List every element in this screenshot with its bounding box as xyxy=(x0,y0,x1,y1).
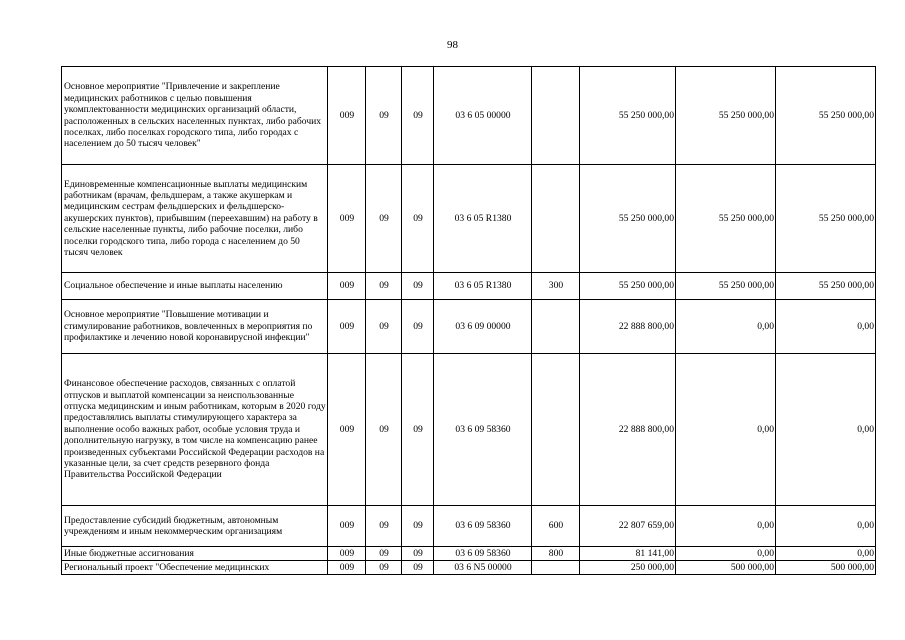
budget-table xyxy=(61,66,876,575)
grbs-code: 009 xyxy=(328,300,366,354)
expense-type-code xyxy=(532,165,580,273)
amount-year2: 55 250 000,00 xyxy=(676,273,776,300)
target-article-code: 03 6 05 R1380 xyxy=(434,165,532,273)
amount-year1: 250 000,00 xyxy=(580,561,676,575)
amount-year2: 0,00 xyxy=(676,506,776,547)
amount-year3: 55 250 000,00 xyxy=(776,165,876,273)
table-row xyxy=(62,165,876,273)
expense-type-code xyxy=(532,300,580,354)
subsection-code: 09 xyxy=(402,506,434,547)
amount-year2: 500 000,00 xyxy=(676,561,776,575)
table-row xyxy=(62,506,876,547)
amount-year1: 22 888 800,00 xyxy=(580,354,676,506)
subsection-code: 09 xyxy=(402,273,434,300)
row-name: Иные бюджетные ассигнования xyxy=(62,547,328,561)
subsection-code: 09 xyxy=(402,165,434,273)
section-code: 09 xyxy=(366,547,402,561)
target-article-code: 03 6 N5 00000 xyxy=(434,561,532,575)
expense-type-code: 600 xyxy=(532,506,580,547)
grbs-code: 009 xyxy=(328,506,366,547)
grbs-code: 009 xyxy=(328,273,366,300)
expense-type-code: 300 xyxy=(532,273,580,300)
table-body xyxy=(62,67,876,575)
subsection-code: 09 xyxy=(402,547,434,561)
row-name: Единовременные компенсационные выплаты медицинским работникам (врачам, фельдшерам, а также акушеркам и медицинским сестрам фельдшерских и фельдшерско-акушерских пунктов), прибывшим (переехавшим) на работу в сельские населенные пункты, либо рабочие поселки, либо поселки городского типа, либо города с населением до 50 тысяч человек xyxy=(62,165,328,273)
grbs-code: 009 xyxy=(328,354,366,506)
section-code: 09 xyxy=(366,300,402,354)
section-code: 09 xyxy=(366,354,402,506)
amount-year3: 55 250 000,00 xyxy=(776,273,876,300)
subsection-code: 09 xyxy=(402,561,434,575)
table-row xyxy=(62,273,876,300)
grbs-code: 009 xyxy=(328,547,366,561)
table-row xyxy=(62,354,876,506)
amount-year2: 0,00 xyxy=(676,300,776,354)
amount-year3: 500 000,00 xyxy=(776,561,876,575)
row-name: Финансовое обеспечение расходов, связанных с оплатой отпусков и выплатой компенсации за неиспользованные отпуска медицинским и иным работникам, которым в 2020 году предоставлялись выплаты стимулирующего характера за выполнение особо важных работ, особые условия труда и дополнительную нагрузку, в том числе на компенсацию ранее произведенных субъектами Российской Федерации расходов на указанные цели, за счет средств резервного фонда Правительства Российской Федерации xyxy=(62,354,328,506)
section-code: 09 xyxy=(366,67,402,165)
amount-year1: 55 250 000,00 xyxy=(580,165,676,273)
table-row xyxy=(62,300,876,354)
subsection-code: 09 xyxy=(402,300,434,354)
target-article-code: 03 6 09 58360 xyxy=(434,354,532,506)
grbs-code: 009 xyxy=(328,67,366,165)
target-article-code: 03 6 05 00000 xyxy=(434,67,532,165)
section-code: 09 xyxy=(366,561,402,575)
page-number: 98 xyxy=(447,39,458,51)
row-name: Социальное обеспечение и иные выплаты населению xyxy=(62,273,328,300)
expense-type-code xyxy=(532,354,580,506)
section-code: 09 xyxy=(366,273,402,300)
target-article-code: 03 6 09 00000 xyxy=(434,300,532,354)
section-code: 09 xyxy=(366,506,402,547)
grbs-code: 009 xyxy=(328,165,366,273)
row-name: Основное мероприятие "Привлечение и закрепление медицинских работников с целью повышения укомплектованности медицинских организаций области, расположенных в сельских населенных пунктах, либо рабочих поселках, либо поселках городского типа, либо городах с населением до 50 тысяч человек" xyxy=(62,67,328,165)
amount-year2: 55 250 000,00 xyxy=(676,67,776,165)
target-article-code: 03 6 09 58360 xyxy=(434,506,532,547)
grbs-code: 009 xyxy=(328,561,366,575)
row-name: Предоставление субсидий бюджетным, автономным учреждениям и иным некоммерческим организациям xyxy=(62,506,328,547)
amount-year1: 55 250 000,00 xyxy=(580,67,676,165)
expense-type-code xyxy=(532,67,580,165)
amount-year3: 0,00 xyxy=(776,300,876,354)
section-code: 09 xyxy=(366,165,402,273)
expense-type-code xyxy=(532,561,580,575)
amount-year1: 55 250 000,00 xyxy=(580,273,676,300)
table-row xyxy=(62,547,876,561)
amount-year2: 55 250 000,00 xyxy=(676,165,776,273)
amount-year1: 81 141,00 xyxy=(580,547,676,561)
row-name: Региональный проект "Обеспечение медицинских xyxy=(62,561,328,575)
amount-year1: 22 888 800,00 xyxy=(580,300,676,354)
target-article-code: 03 6 05 R1380 xyxy=(434,273,532,300)
subsection-code: 09 xyxy=(402,67,434,165)
table-row xyxy=(62,67,876,165)
subsection-code: 09 xyxy=(402,354,434,506)
amount-year2: 0,00 xyxy=(676,354,776,506)
target-article-code: 03 6 09 58360 xyxy=(434,547,532,561)
amount-year3: 0,00 xyxy=(776,506,876,547)
table-row xyxy=(62,561,876,575)
amount-year2: 0,00 xyxy=(676,547,776,561)
amount-year3: 0,00 xyxy=(776,354,876,506)
row-name: Основное мероприятие "Повышение мотивации и стимулирование работников, вовлеченных в мероприятия по профилактике и лечению новой коронавирусной инфекции" xyxy=(62,300,328,354)
expense-type-code: 800 xyxy=(532,547,580,561)
amount-year3: 0,00 xyxy=(776,547,876,561)
amount-year1: 22 807 659,00 xyxy=(580,506,676,547)
amount-year3: 55 250 000,00 xyxy=(776,67,876,165)
